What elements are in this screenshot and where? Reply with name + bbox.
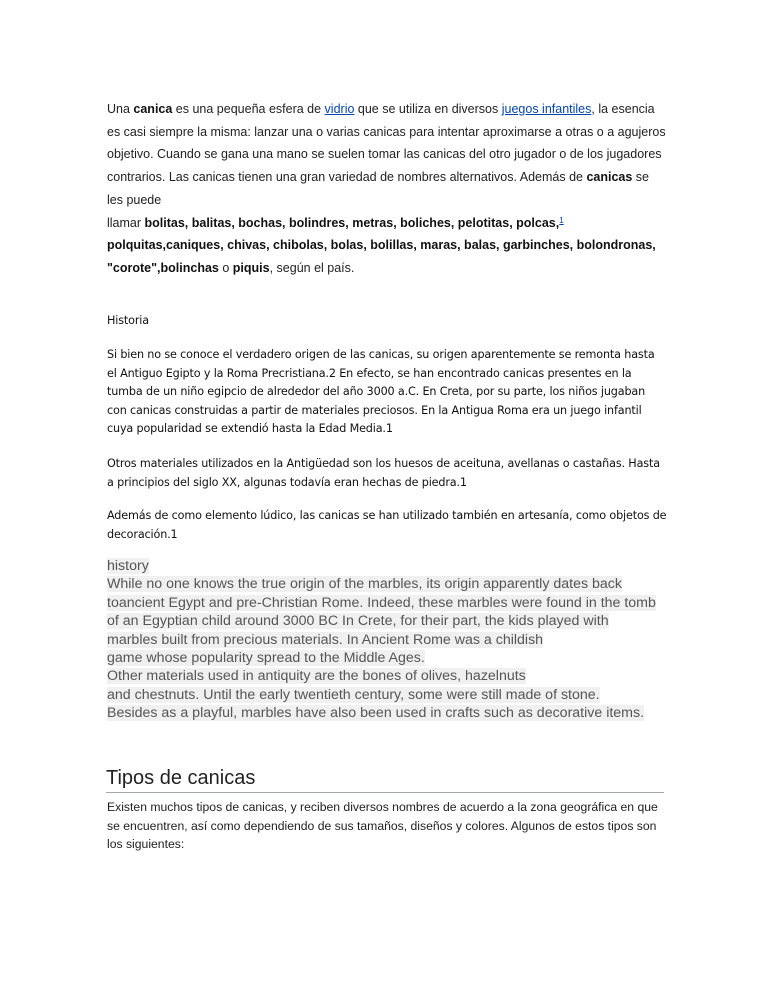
alt-names: bolitas, balitas, bochas, bolindres, metras, boliches, pelotitas, polcas,: [144, 215, 560, 230]
intro-text: llamar: [107, 215, 145, 230]
english-translation: [107, 557, 667, 723]
intro-text: se les puede: [107, 170, 650, 207]
english-line: While no one knows the true origin of the marbles, its origin apparently dates back: [107, 576, 622, 593]
intro-text: , según el país.: [269, 260, 355, 275]
english-line: and chestnuts. Until the early twentieth century, some were still made of stone.: [107, 686, 600, 703]
intro-text: o: [218, 260, 233, 275]
tipos-paragraph: Existen muchos tipos de canicas, y reciben diversos nombres de acuerdo a la zona geográfica en que se encuentren, así como dependiendo de sus tamaños, diseños y colores. Algunos de estos tipos son los siguientes:: [107, 800, 658, 851]
english-line: history: [107, 558, 149, 574]
intro-text: es una pequeña esfera de: [172, 102, 325, 116]
historia-paragraph-2: Otros materiales utilizados en la Antigüedad son los huesos de aceituna, avellanas o castañas. Hasta a principios del siglo XX, algunas todavía eran hechas de piedra.1: [107, 457, 660, 489]
intro-text: , la esencia es casi siempre la misma: lanzar una o varias canicas para intentar aproximarse a otras o a agujeros objetivo. Cuando se gana una mano se suelen tomar las canicas del otro jugador o de los jugadores contrarios. Las canicas tienen una gran variedad de nombres alternativos. Además de: [107, 102, 666, 185]
link-juegos-infantiles[interactable]: juegos infantiles: [501, 102, 592, 116]
english-line: toancient Egypt and pre-Christian Rome. Indeed, these marbles were found in the tomb: [107, 594, 656, 611]
bold-term: canica: [133, 102, 173, 116]
bold-term: canicas: [586, 170, 633, 185]
intro-paragraph: [107, 98, 667, 280]
intro-text: que se utiliza en diversos: [354, 102, 502, 116]
english-line: Besides as a playful, marbles have also been used in crafts such as decorative items.: [107, 705, 645, 722]
english-line: Other materials used in antiquity are the bones of olives, hazelnuts: [107, 668, 526, 685]
english-line: marbles built from precious materials. In Ancient Rome was a childish: [107, 631, 544, 648]
tipos-heading: Tipos de canicas: [106, 765, 664, 793]
english-line: of an Egyptian child around 3000 BC In Crete, for their part, the kids played with: [107, 613, 609, 630]
alt-names: polquitas,caniques, chivas, chibolas, bolas, bolillas, maras, balas, garbinches, bolondronas,: [107, 238, 656, 253]
intro-text: Una: [107, 102, 134, 116]
link-vidrio[interactable]: vidrio: [324, 102, 355, 116]
historia-paragraph-1: Si bien no se conoce el verdadero origen de las canicas, su origen aparentemente se remonta hasta el Antiguo Egipto y la Roma Precristiana.2 En efecto, se han encontrado canicas presentes en la tumba de un niño egipcio de alrededor del año 3000 a.C. En Creta, por su parte, los niños jugaban con canicas construidas a partir de materiales preciosos. En la Antigua Roma era un juego infantil cuya popularidad se extendió hasta la Edad Media.1: [107, 348, 655, 435]
historia-heading: Historia: [107, 314, 149, 327]
english-line: game whose popularity spread to the Middle Ages.: [107, 650, 425, 667]
alt-names: "corote",: [107, 260, 161, 275]
alt-names: piquis: [232, 260, 270, 275]
footnote-link[interactable]: 1: [559, 215, 564, 225]
historia-paragraph-3: Además de como elemento lúdico, las canicas se han utilizado también en artesanía, como objetos de decoración.1: [107, 509, 667, 541]
alt-names: bolinchas: [160, 260, 219, 275]
